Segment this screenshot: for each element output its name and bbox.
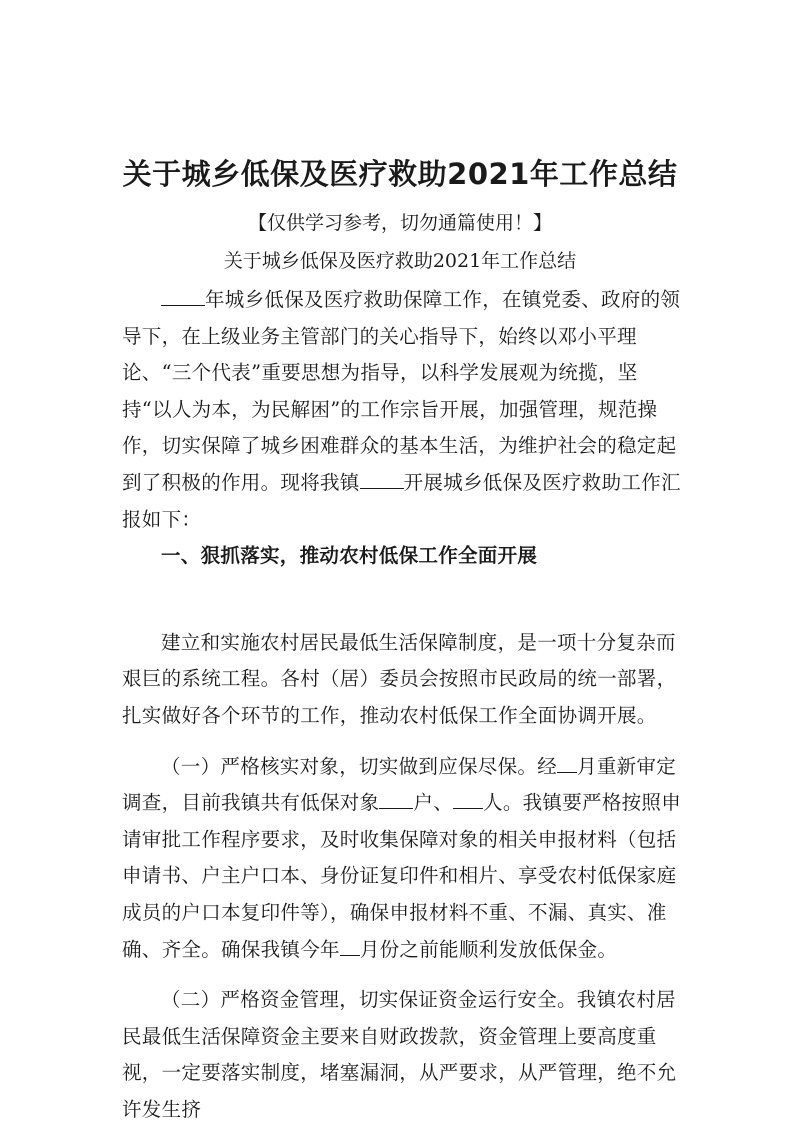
para2-text-d: 人。我镇要严格按照申请审批工作程序要求，及时收集保障对象的相关申报材料（包括申请书、户主户口本、身份证复印件和相片、享受农村低保家庭成员的户口本复印件等），确保申报材料不重、不漏、真实、准确、齐全。确保我镇今年 <box>122 791 682 961</box>
spacer <box>122 575 682 611</box>
blank-month <box>557 772 577 773</box>
paragraph-verify-targets <box>122 749 682 969</box>
intro-paragraph <box>122 282 682 538</box>
section-heading-1: 一、狠抓落实，推动农村低保工作全面开展 <box>161 544 538 568</box>
document-body <box>122 282 682 1128</box>
blank-year <box>161 305 205 306</box>
intro-text-1: 年城乡低保及医疗救助保障工作，在镇党委、政府的领导下，在上级业务主管部门的关心指导下，始终以邓小平理论、“三个代表”重要思想为指导，以科学发展观为统揽，坚持“以人为本，为民解困”的工作宗旨开展，加强管理，规范操作，切实保障了城乡困难群众的基本生活，为维护社会的稳定起到了积极的作用。现将我镇 <box>122 288 681 494</box>
para2-text-c: 户、 <box>413 791 454 815</box>
para2-text-b: 月重新审定调查，目前我镇共有低保对象 <box>122 754 677 815</box>
blank-persons <box>453 808 483 809</box>
document-title: 关于城乡低保及医疗救助2021年工作总结 <box>122 157 678 191</box>
para2-text-e: 月份之前能顺利发放低保金。 <box>359 937 618 961</box>
intro-text-2: 开展城乡低保及医疗救助工作汇报如下： <box>122 470 681 531</box>
usage-notice: 【仅供学习参考，切勿通篇使用！】 <box>247 212 552 234</box>
blank-month-2 <box>340 955 360 956</box>
para2-text-a: （一）严格核实对象，切实做到应保尽保。经 <box>161 754 558 778</box>
blank-households <box>379 808 413 809</box>
document-subtitle: 关于城乡低保及医疗救助2021年工作总结 <box>223 250 577 272</box>
paragraph-rural-subsistence: 建立和实施农村居民最低生活保障制度，是一项十分复杂而艰巨的系统工程。各村（居）委员会按照市民政局的统一部署，扎实做好各个环节的工作，推动农村低保工作全面协调开展。 <box>122 630 677 727</box>
blank-period <box>360 488 404 489</box>
paragraph-fund-management: （二）严格资金管理，切实保证资金运行安全。我镇农村居民最低生活保障资金主要来自财政拨款，资金管理上要高度重视，一定要落实制度，堵塞漏洞，从严要求，从严管理，绝不允许发生挤 <box>122 988 677 1121</box>
